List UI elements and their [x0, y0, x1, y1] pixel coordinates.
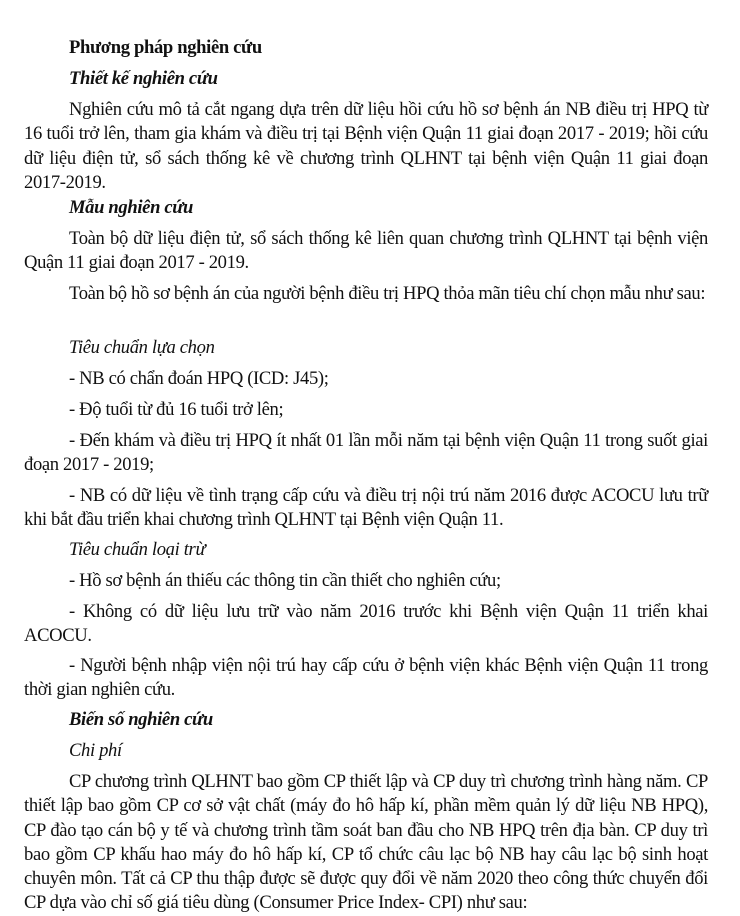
inclusion-item: - Độ tuổi từ đủ 16 tuổi trở lên; — [69, 399, 284, 420]
cost-paragraph: CP chương trình QLHNT bao gồm CP thiết lập và CP duy trì chương trình hàng năm. CP thiết lập bao gồm CP cơ sở vật chất (máy đo hô hấp kí, phần mềm quản lý dữ liệu NB HPQ), CP đào tạo cán bộ y tế và chương trình tầm soát ban đầu cho NB HPQ trên địa bàn. CP duy trì bao gồm CP khấu hao máy đo hô hấp kí, CP tổ chức câu lạc bộ NB hay câu lạc bộ sinh hoạt chuyên môn. Tất cả CP thu thập được sẽ được quy đổi về năm 2020 theo công thức chuyển đổi CP dựa vào chỉ số giá tiêu dùng (Consumer Price Index- CPI) như sau: — [24, 771, 708, 914]
inclusion-item: - Đến khám và điều trị HPQ ít nhất 01 lần mỗi năm tại bệnh viện Quận 11 trong suốt giai đoạn 2017 - 2019; — [24, 430, 708, 476]
inclusion-item: - NB có dữ liệu về tình trạng cấp cứu và điều trị nội trú năm 2016 được ACOCU lưu trữ khi bắt đầu triển khai chương trình QLHNT tại Bệnh viện Quận 11. — [24, 485, 708, 531]
main-heading: Phương pháp nghiên cứu — [69, 37, 262, 58]
sample-paragraph-1: Toàn bộ dữ liệu điện tử, sổ sách thống kê liên quan chương trình QLHNT tại bệnh viện Quận 11 giai đoạn 2017 - 2019. — [24, 228, 708, 274]
section-title-variables: Biến số nghiên cứu — [69, 709, 213, 730]
inclusion-item: - NB có chẩn đoán HPQ (ICD: J45); — [69, 368, 329, 389]
exclusion-item: - Người bệnh nhập viện nội trú hay cấp cứu ở bệnh viện khác Bệnh viện Quận 11 trong thời gian nghiên cứu. — [24, 655, 708, 701]
design-paragraph: Nghiên cứu mô tả cắt ngang dựa trên dữ liệu hồi cứu hồ sơ bệnh án NB điều trị HPQ từ 16 tuổi trở lên, tham gia khám và điều trị tại Bệnh viện Quận 11 giai đoạn 2017 - 2019; hồi cứu dữ liệu điện tử, sổ sách thống kê về chương trình QLHNT tại bệnh viện Quận 11 giai đoạn 2017-2019. — [24, 99, 708, 193]
section-title-design: Thiết kế nghiên cứu — [69, 68, 218, 89]
exclusion-item: - Không có dữ liệu lưu trữ vào năm 2016 trước khi Bệnh viện Quận 11 triển khai ACOCU. — [24, 601, 708, 647]
exclusion-item: - Hồ sơ bệnh án thiếu các thông tin cần thiết cho nghiên cứu; — [69, 570, 501, 591]
section-title-sample: Mẫu nghiên cứu — [69, 197, 194, 218]
exclusion-criteria-title: Tiêu chuẩn loại trừ — [69, 539, 206, 560]
sample-paragraph-2: Toàn bộ hồ sơ bệnh án của người bệnh điều trị HPQ thỏa mãn tiêu chí chọn mẫu như sau: — [69, 283, 706, 304]
cost-subtitle: Chi phí — [69, 740, 122, 761]
inclusion-criteria-title: Tiêu chuẩn lựa chọn — [69, 337, 215, 358]
